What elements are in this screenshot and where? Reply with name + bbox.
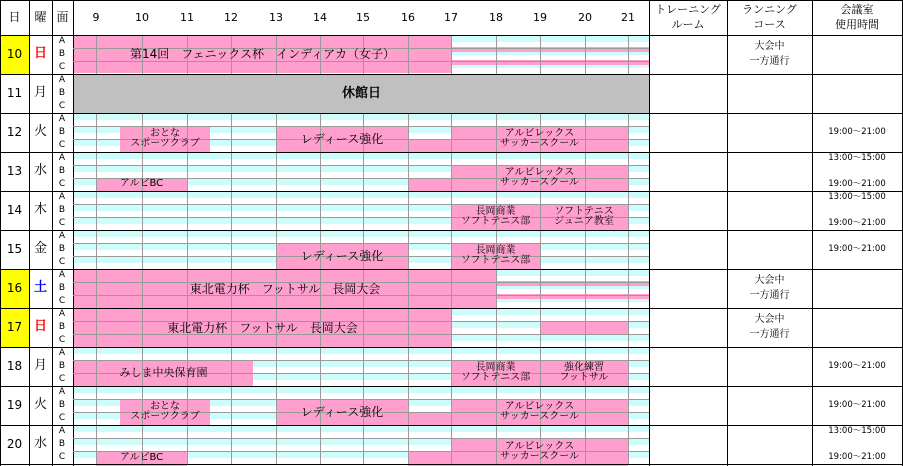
event-label-line: スポーツクラブ — [130, 411, 200, 422]
training-room-header: トレーニング — [655, 3, 721, 16]
event-label — [451, 360, 540, 386]
day-number: 13 — [6, 164, 23, 178]
court-slot — [74, 192, 649, 198]
event-label-line: ソフトテニス部 — [460, 216, 531, 227]
weekday: 金 — [33, 241, 47, 256]
hour-label: 14 — [313, 11, 327, 24]
grid-vline — [96, 191, 97, 230]
grid-vline — [408, 386, 409, 425]
grid-vline — [363, 152, 364, 191]
event-label-line: 長岡商業 — [475, 205, 516, 217]
running-course-note: 大会中 — [754, 41, 785, 52]
court-slot — [451, 335, 649, 341]
grid-vline — [276, 425, 277, 464]
grid-vline — [363, 191, 364, 230]
event-label-line: アルビレックス — [504, 440, 575, 452]
grid-vline — [628, 308, 629, 347]
hour-label: 11 — [180, 11, 194, 24]
grid-vline — [540, 35, 541, 74]
grid-vline — [96, 113, 97, 152]
court-slot — [74, 426, 649, 432]
meeting-room-header: 会議室 — [840, 3, 874, 16]
hour-label: 13 — [269, 11, 283, 24]
event-label-line: サッカースクール — [499, 411, 580, 422]
grid-vline — [628, 191, 629, 230]
meeting-time: 19:00～21:00 — [828, 452, 886, 462]
court-label: A — [58, 153, 66, 163]
grid-vline — [231, 425, 232, 464]
grid-hline — [0, 191, 903, 192]
event-label-line: アルビレックス — [504, 127, 575, 139]
event-label — [540, 360, 628, 386]
running-course-note: 一方通行 — [749, 329, 790, 340]
event-label-line: ジュニア教室 — [554, 216, 614, 227]
grid-vline — [628, 425, 629, 464]
court-header: 面 — [56, 10, 69, 24]
grid-vline — [408, 347, 409, 386]
court-label: C — [58, 62, 66, 72]
court-label: A — [58, 231, 66, 241]
grid-vline — [231, 191, 232, 230]
grid-hline — [0, 230, 903, 231]
grid-vline — [408, 113, 409, 152]
court-label: B — [58, 88, 66, 98]
event-label-line: ソフトテニス — [554, 205, 614, 217]
grid-hline — [0, 0, 903, 1]
day-number: 15 — [6, 242, 23, 256]
hour-label: 19 — [533, 11, 547, 24]
running-course-header: ランニング — [742, 3, 797, 16]
grid-vline — [320, 152, 321, 191]
court-slot — [74, 153, 649, 159]
hour-label: 20 — [578, 11, 592, 24]
grid-vline — [408, 230, 409, 269]
grid-vline — [408, 152, 409, 191]
grid-vline — [320, 425, 321, 464]
court-label: B — [58, 439, 66, 449]
training-room-header-2: ルーム — [671, 18, 705, 31]
grid-vline — [276, 191, 277, 230]
weekday: 木 — [33, 202, 47, 217]
event-label: 第14回 フェニックス杯 インディアカ（女子） — [130, 47, 395, 62]
event-label-line: おとな — [150, 127, 180, 139]
court-label: B — [58, 361, 66, 371]
day-number: 20 — [6, 437, 23, 451]
court-label: A — [58, 36, 66, 46]
court-label: A — [58, 114, 66, 124]
grid-hline — [0, 386, 903, 387]
running-course-note: 大会中 — [754, 275, 785, 286]
hour-label: 15 — [356, 11, 370, 24]
court-label: C — [58, 101, 66, 111]
hour-label: 16 — [401, 11, 415, 24]
grid-vline — [540, 230, 541, 269]
grid-vline — [0, 0, 1, 466]
day-header: 日 — [8, 10, 21, 24]
event-label: アルビBC — [119, 178, 164, 190]
day-number: 18 — [6, 359, 23, 373]
court-label: A — [58, 348, 66, 358]
grid-vline — [628, 347, 629, 386]
court-label: A — [58, 426, 66, 436]
grid-vline — [408, 425, 409, 464]
court-label: A — [58, 309, 66, 319]
weekday: 日 — [33, 46, 47, 61]
court-label: C — [58, 413, 66, 423]
grid-vline — [540, 308, 541, 347]
event-label — [540, 204, 628, 230]
court-slot — [451, 309, 649, 315]
weekday: 日 — [33, 319, 47, 334]
grid-vline — [142, 230, 143, 269]
court-label: B — [58, 166, 66, 176]
hour-label: 18 — [489, 11, 503, 24]
event-label-line: サッカースクール — [499, 451, 580, 462]
grid-vline — [187, 425, 188, 464]
weekday-header: 曜 — [34, 10, 47, 24]
closed-day-label: 休館日 — [341, 86, 381, 102]
event-label — [120, 399, 210, 425]
event-label — [451, 165, 628, 191]
grid-vline — [187, 230, 188, 269]
event-label-line: サッカースクール — [499, 177, 580, 188]
grid-vline — [142, 191, 143, 230]
grid-vline — [628, 230, 629, 269]
grid-vline — [585, 269, 586, 308]
grid-vline — [187, 191, 188, 230]
grid-hline — [0, 425, 903, 426]
court-slot — [496, 270, 649, 276]
court-label: C — [58, 296, 66, 306]
grid-vline — [585, 230, 586, 269]
weekday: 火 — [33, 124, 47, 139]
court-label: B — [58, 127, 66, 137]
court-label: B — [58, 283, 66, 293]
grid-vline — [585, 308, 586, 347]
court-label: B — [58, 322, 66, 332]
event-label-line: ソフトテニス部 — [460, 255, 531, 266]
grid-vline — [628, 269, 629, 308]
court-label: C — [58, 452, 66, 462]
hour-label: 9 — [92, 11, 100, 24]
meeting-time: 13:00～15:00 — [828, 192, 886, 202]
event-label: 東北電力杯 フットサル 長岡大会 — [167, 320, 358, 335]
day-number: 11 — [6, 86, 23, 100]
grid-vline — [727, 0, 728, 466]
grid-vline — [628, 386, 629, 425]
grid-vline — [812, 0, 813, 466]
event-label: レディース強化 — [300, 131, 384, 146]
court-slot — [74, 387, 649, 393]
day-number: 10 — [6, 47, 23, 61]
event-label-line: フットサル — [559, 372, 609, 383]
grid-vline — [320, 191, 321, 230]
day-number: 17 — [6, 320, 23, 334]
grid-vline — [451, 35, 452, 74]
grid-hline — [0, 347, 903, 348]
court-label: C — [58, 140, 66, 150]
grid-vline — [320, 347, 321, 386]
weekday: 月 — [33, 358, 47, 373]
court-label: A — [58, 270, 66, 280]
court-label: A — [58, 192, 66, 202]
grid-vline — [187, 152, 188, 191]
grid-vline — [363, 347, 364, 386]
grid-vline — [52, 0, 53, 466]
day-number: 12 — [6, 125, 23, 139]
meeting-room-header-2: 使用時間 — [835, 18, 879, 31]
court-label: C — [58, 335, 66, 345]
weekday: 水 — [33, 163, 47, 178]
meeting-time: 19:00～21:00 — [828, 400, 886, 410]
running-course-header-2: コース — [753, 18, 786, 31]
grid-vline — [231, 230, 232, 269]
event-label-line: アルビレックス — [504, 400, 575, 412]
grid-vline — [585, 35, 586, 74]
grid-hline — [0, 113, 903, 114]
grid-vline — [231, 113, 232, 152]
grid-vline — [628, 152, 629, 191]
court-label: C — [58, 257, 66, 267]
grid-vline — [496, 269, 497, 308]
court-label: B — [58, 49, 66, 59]
hour-label: 21 — [621, 11, 635, 24]
event-label: みしま中央保育園 — [119, 366, 208, 380]
court-slot — [74, 348, 649, 354]
day-number: 16 — [6, 281, 23, 295]
event-label: 東北電力杯 フットサル 長岡大会 — [189, 281, 381, 296]
hour-label: 10 — [135, 11, 149, 24]
court-label: A — [58, 387, 66, 397]
grid-vline — [451, 308, 452, 347]
event-label — [451, 243, 540, 269]
event-label-line: サッカースクール — [499, 138, 580, 149]
meeting-time: 19:00～21:00 — [828, 244, 886, 254]
event-label-line: スポーツクラブ — [130, 138, 200, 149]
grid-vline — [540, 269, 541, 308]
grid-vline — [628, 113, 629, 152]
court-label: C — [58, 374, 66, 384]
grid-vline — [96, 230, 97, 269]
event-label: アルビBC — [119, 452, 164, 464]
meeting-time: 19:00～21:00 — [828, 179, 886, 189]
event-label-line: アルビレックス — [504, 166, 575, 178]
grid-vline — [496, 35, 497, 74]
meeting-time: 19:00～21:00 — [828, 127, 886, 137]
grid-vline — [276, 152, 277, 191]
court-label: A — [58, 75, 66, 85]
running-course-note: 一方通行 — [749, 290, 790, 301]
grid-vline — [649, 0, 650, 466]
grid-vline — [408, 191, 409, 230]
day-number: 19 — [6, 398, 23, 412]
event-label: レディース強化 — [300, 248, 384, 263]
event-label: レディース強化 — [300, 404, 384, 419]
meeting-time: 19:00～21:00 — [828, 218, 886, 228]
event-label — [451, 399, 628, 425]
court-label: B — [58, 205, 66, 215]
event-label — [451, 438, 628, 466]
running-course-note: 一方通行 — [749, 56, 790, 67]
meeting-time: 13:00～15:00 — [828, 153, 886, 163]
court-slot — [451, 36, 649, 42]
event-label — [451, 126, 628, 152]
meeting-time: 19:00～21:00 — [828, 361, 886, 371]
event-label-line: ソフトテニス部 — [460, 372, 531, 383]
event-label-line: 長岡商業 — [475, 361, 516, 373]
weekday: 水 — [33, 436, 47, 451]
event-bar — [540, 321, 628, 334]
event-label-line: 強化練習 — [564, 361, 604, 373]
weekday: 土 — [33, 280, 47, 295]
court-label: C — [58, 179, 66, 189]
hour-label: 17 — [444, 11, 458, 24]
grid-hline — [0, 152, 903, 153]
weekday: 火 — [33, 397, 47, 412]
grid-vline — [231, 386, 232, 425]
grid-vline — [29, 0, 30, 466]
hour-label: 12 — [224, 11, 238, 24]
grid-vline — [363, 425, 364, 464]
grid-vline — [231, 152, 232, 191]
event-label-line: おとな — [150, 400, 180, 412]
weekday: 月 — [33, 85, 47, 100]
grid-vline — [276, 347, 277, 386]
court-label: B — [58, 400, 66, 410]
grid-vline — [496, 308, 497, 347]
event-label — [120, 126, 210, 152]
court-label: B — [58, 244, 66, 254]
grid-vline — [96, 386, 97, 425]
event-label-line: 長岡商業 — [475, 244, 516, 256]
meeting-time: 13:00～15:00 — [828, 426, 886, 436]
day-number: 14 — [6, 203, 23, 217]
court-slot — [74, 231, 649, 237]
court-label: C — [58, 218, 66, 228]
court-slot — [74, 114, 649, 120]
event-label — [451, 204, 540, 230]
running-course-note: 大会中 — [754, 314, 785, 325]
grid-vline — [628, 35, 629, 74]
